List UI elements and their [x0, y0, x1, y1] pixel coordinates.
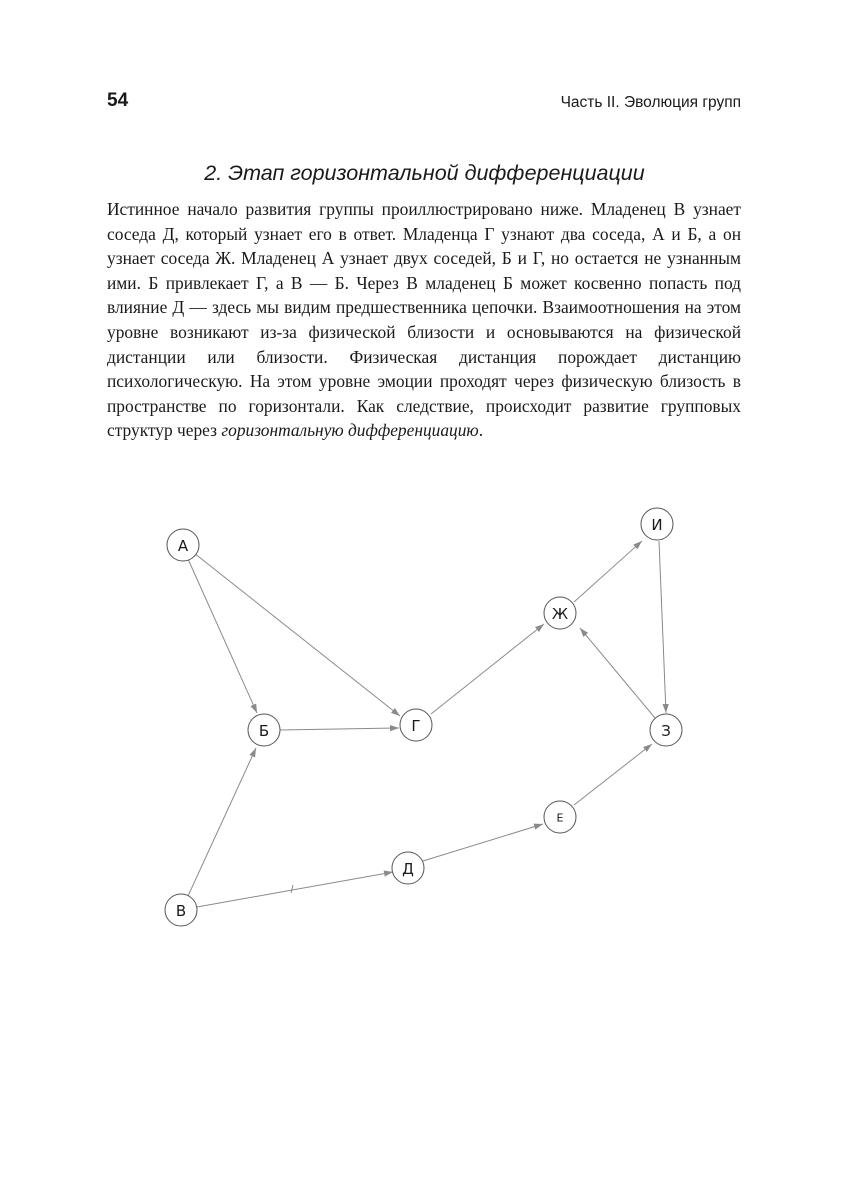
svg-text:И: И	[651, 516, 663, 534]
node-i	[641, 508, 673, 540]
edge-e-z	[574, 744, 652, 805]
svg-text:А: А	[177, 537, 189, 555]
edge-g-zh	[431, 624, 544, 714]
svg-text:В: В	[175, 902, 187, 920]
section-title: 2. Этап горизонтальной дифференциации	[204, 161, 645, 185]
svg-text:Д: Д	[402, 860, 414, 878]
svg-text:З: З	[661, 722, 671, 740]
edge-v-b	[188, 748, 256, 896]
edge-zh-i	[574, 541, 642, 602]
node-e	[544, 801, 576, 833]
edge-v-d	[197, 872, 393, 907]
page-number: 54	[107, 90, 129, 111]
paragraph-emphasis: горизонтальную дифференциацию	[221, 420, 479, 441]
edge-a-g	[194, 553, 400, 716]
running-head: Часть II. Эволюция групп	[560, 94, 741, 111]
paragraph-end: .	[478, 420, 484, 441]
node-v	[165, 894, 197, 926]
paragraph-main-text: Истинное начало развития группы проиллюстрировано ниже. Младенец В узнает соседа Д, который узнает его в ответ. Младенца Г узнают два соседа, А и Б, а он узнает соседа Ж. Младенец А узнает двух соседей, Б и Г, но остается не узнанным ими. Б привлекает Г, а В — Б. Через В младенец Б может косвенно попасть под влияние Д — здесь мы видим предшественника цепочки. Взаимоотношения на этом уровне возникают из-за физической близости и основываются на физической дистанции или близости. Физическая дистанция порождает дистанцию психологическую. На этом уровне эмоции проходят через физическую близость в пространстве по горизонтали. Как следствие, происходит развитие групповых структур через	[107, 199, 741, 441]
node-g	[400, 709, 432, 741]
node-a	[167, 529, 199, 561]
node-z	[650, 714, 682, 746]
node-zh	[544, 597, 576, 629]
edge-d-tick	[291, 885, 293, 893]
svg-text:Г: Г	[411, 717, 421, 735]
edge-i-z	[659, 541, 666, 713]
svg-text:Ж: Ж	[551, 605, 569, 623]
edge-a-b	[188, 559, 257, 713]
edge-b-g	[280, 728, 399, 730]
edge-z-zh	[580, 628, 655, 718]
svg-text:Е: Е	[556, 811, 564, 825]
svg-text:Б: Б	[258, 722, 270, 740]
node-d	[392, 852, 424, 884]
node-b	[248, 714, 280, 746]
edge-d-e	[423, 824, 543, 861]
